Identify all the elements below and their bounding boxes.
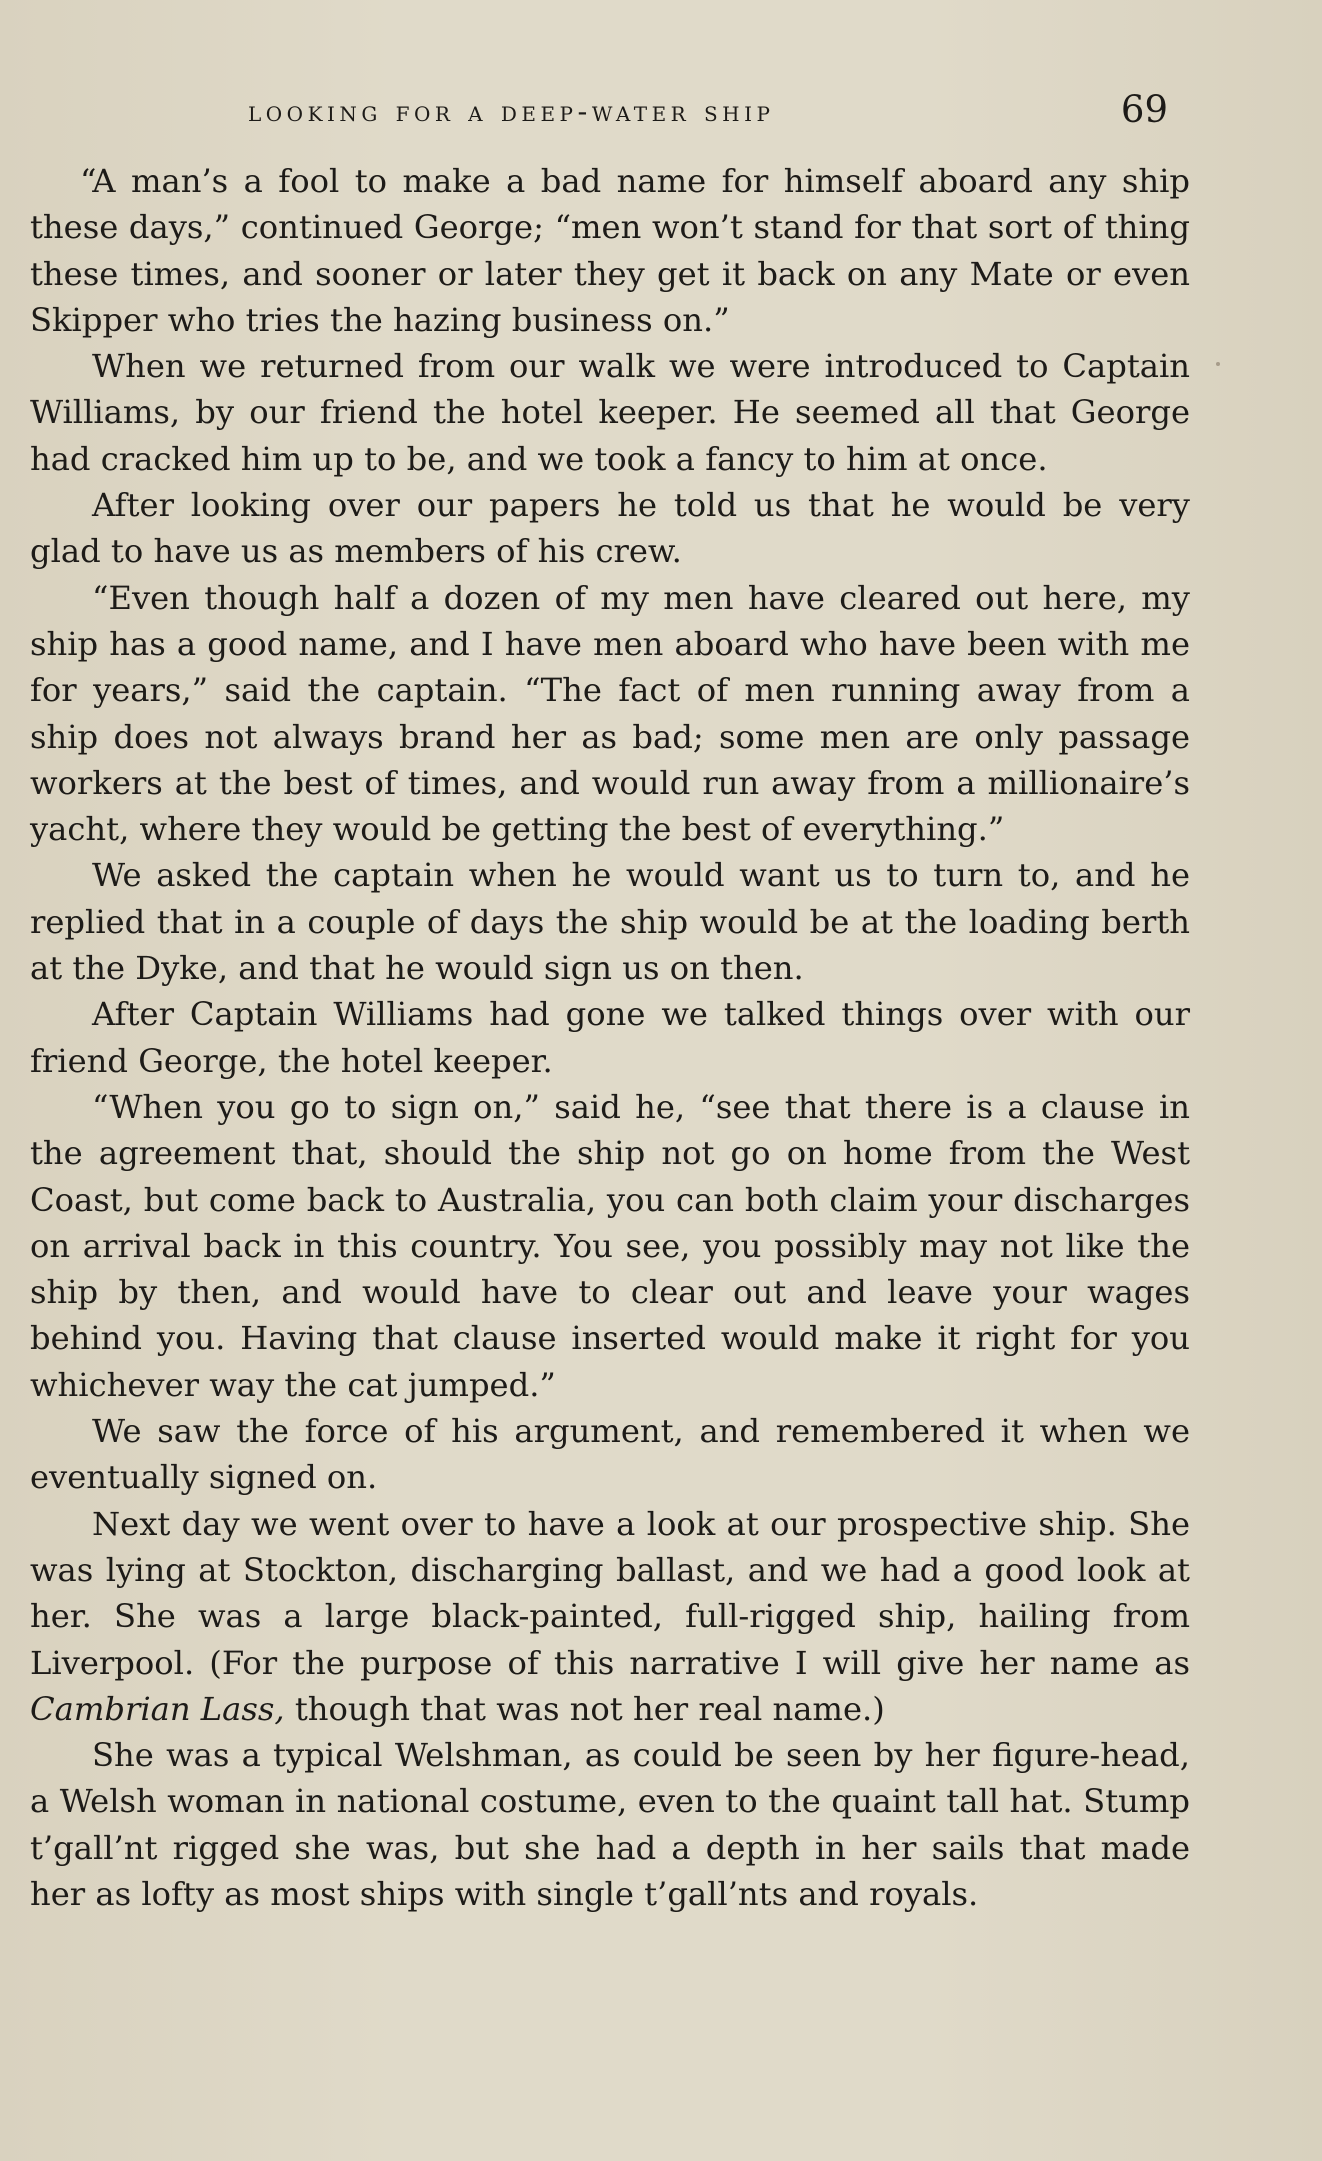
paragraph: “A man’s a fool to make a bad name for himself aboard any ship these days,” continued George; “men won’t stand for that sort of thing these times, and sooner or later they get it back on any Mate or even Skipper who tries the hazing business on.” xyxy=(30,162,1190,339)
paragraph: After Captain Williams had gone we talked things over with our friend George, the hotel keeper. xyxy=(30,995,1190,1080)
paragraph: When we returned from our walk we were introduced to Captain Williams, by our friend the hotel keeper. He seemed all that George had cracked him up to be, and we took a fancy to him at once. xyxy=(30,347,1190,478)
paragraph-ship-before: Next day we went over to have a look at our prospective ship. She was lying at Stockton, discharging ballast, and we had a good look at her. She was a large black-painted, full-rigged ship, hailing from Liverpool. (For the purpose of this narrative I will give her name as xyxy=(30,1504,1190,1682)
paragraph-ship xyxy=(30,1501,1190,1732)
paragraph: “When you go to sign on,” said he, “see that there is a clause in the agreement that, should the ship not go on home from the West Coast, but come back to Australia, you can both claim your discharges on arrival back in this country. You see, you possibly may not like the ship by then, and would have to clear out and leave your wages behind you. Having that clause inserted would make it right for you whichever way the cat jumped.” xyxy=(30,1087,1190,1404)
paragraph: After looking over our papers he told us that he would be very glad to have us as members of his crew. xyxy=(30,486,1190,571)
running-title: looking for a deep-water ship xyxy=(248,94,775,128)
paragraph: We asked the captain when he would want us to turn to, and he replied that in a couple of days the ship would be at the loading berth at the Dyke, and that he would sign us on then. xyxy=(30,856,1190,988)
paragraph: “Even though half a dozen of my men have cleared out here, my ship has a good name, and I have men aboard who have been with me for years,” said the captain. “The fact of men running away from a ship does not always brand her as bad; some men are only passage workers at the best of times, and would run away from a millionaire’s yacht, where they would be getting the best of everything.” xyxy=(30,578,1190,849)
ship-name: Cambrian Lass, xyxy=(30,1689,285,1728)
paragraph-ship-after: though that was not her real name.) xyxy=(284,1689,885,1728)
paragraph: We saw the force of his argument, and remembered it when we eventually signed on. xyxy=(30,1412,1190,1497)
paragraph: She was a typical Welshman, as could be seen by her figure-head, a Welsh woman in national costume, even to the quaint tall hat. Stump t’gall’nt rigged she was, but she had a depth in her sails that made her as lofty as most ships with single t’gall’nts and royals. xyxy=(30,1736,1190,1913)
page-number: 69 xyxy=(1120,88,1168,131)
running-head xyxy=(248,88,1168,138)
margin-speck xyxy=(1216,362,1220,366)
body-text xyxy=(30,158,1190,1917)
